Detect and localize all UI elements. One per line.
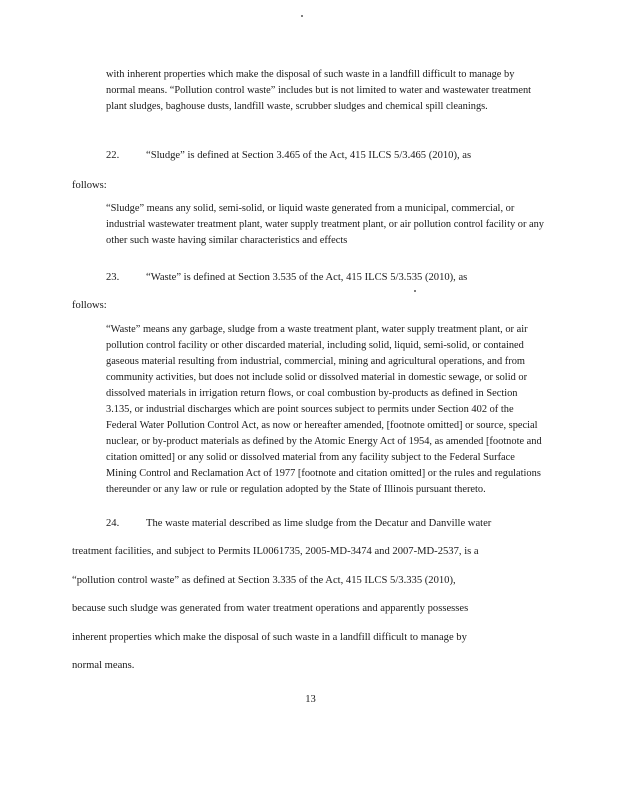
- page-number: 13: [305, 694, 316, 705]
- paragraph-number: 22.: [106, 150, 120, 161]
- paragraph-24-line: normal means.: [72, 660, 135, 671]
- paragraph-23-continuation: follows:: [72, 300, 107, 311]
- paragraph-text: “Waste” is defined at Section 3.535 of the Act, 415 ILCS 5/3.535 (2010), as: [146, 272, 468, 283]
- intro-quote-block: with inherent properties which make the disposal of such waste in a landfill difficult to manage by normal means. “Pollution control waste” includes but is not limited to water and wastewater treatment plant sludges, baghouse dusts, landfill waste, scrubber sludges and chemical spill cleanings.: [106, 69, 532, 112]
- paragraph-text: “Sludge” is defined at Section 3.465 of the Act, 415 ILCS 5/3.465 (2010), as: [146, 150, 472, 161]
- paragraph-22-continuation: follows:: [72, 180, 107, 191]
- paragraph-24-line: “pollution control waste” as defined at Section 3.335 of the Act, 415 ILCS 5/3.335 (2010),: [72, 575, 456, 586]
- scan-speck: [301, 15, 303, 17]
- paragraph-22: [106, 148, 551, 164]
- scan-speck: [414, 290, 416, 292]
- waste-definition-quote: “Waste” means any garbage, sludge from a waste treatment plant, water supply treatment plant, or air pollution control facility or other discarded material, including solid, liquid, semi-solid, or contained gaseous material resulting from industrial, commercial, mining and agricultural operations, and from community activities, but does not include solid or dissolved material in domestic sewage, or solid or dissolved materials in irrigation return flows, or coal combustion by-products as defined in Section 3.135, or industrial discharges which are point sources subject to permits under Section 402 of the Federal Water Pollution Control Act, as now or hereafter amended, [footnote omitted] or source, special nuclear, or by-product materials as defined by the Atomic Energy Act of 1954, as amended [footnote and citation omitted] or any solid or dissolved material from any facility subject to the Federal Surface Mining Control and Reclamation Act of 1977 [footnote and citation omitted] or the rules and regulations thereunder or any law or rule or regulation adopted by the State of Illinois pursuant thereto.: [106, 324, 542, 495]
- paragraph-24-line: because such sludge was generated from water treatment operations and apparently possesses: [72, 603, 469, 614]
- sludge-definition-quote: “Sludge” means any solid, semi-solid, or liquid waste generated from a municipal, commercial, or industrial wastewater treatment plant, water supply treatment plant, or air pollution control facility or any other such waste having similar characteristics and effects: [106, 203, 545, 246]
- paragraph-text: The waste material described as lime sludge from the Decatur and Danville water: [146, 518, 492, 529]
- paragraph-number: 23.: [106, 272, 120, 283]
- paragraph-24-line: [106, 516, 586, 532]
- paragraph-23: [106, 270, 551, 286]
- paragraph-number: 24.: [106, 518, 120, 529]
- paragraph-24-line: treatment facilities, and subject to Permits IL0061735, 2005-MD-3474 and 2007-MD-2537, is a: [72, 546, 479, 557]
- paragraph-24-line: inherent properties which make the disposal of such waste in a landfill difficult to manage by: [72, 632, 467, 643]
